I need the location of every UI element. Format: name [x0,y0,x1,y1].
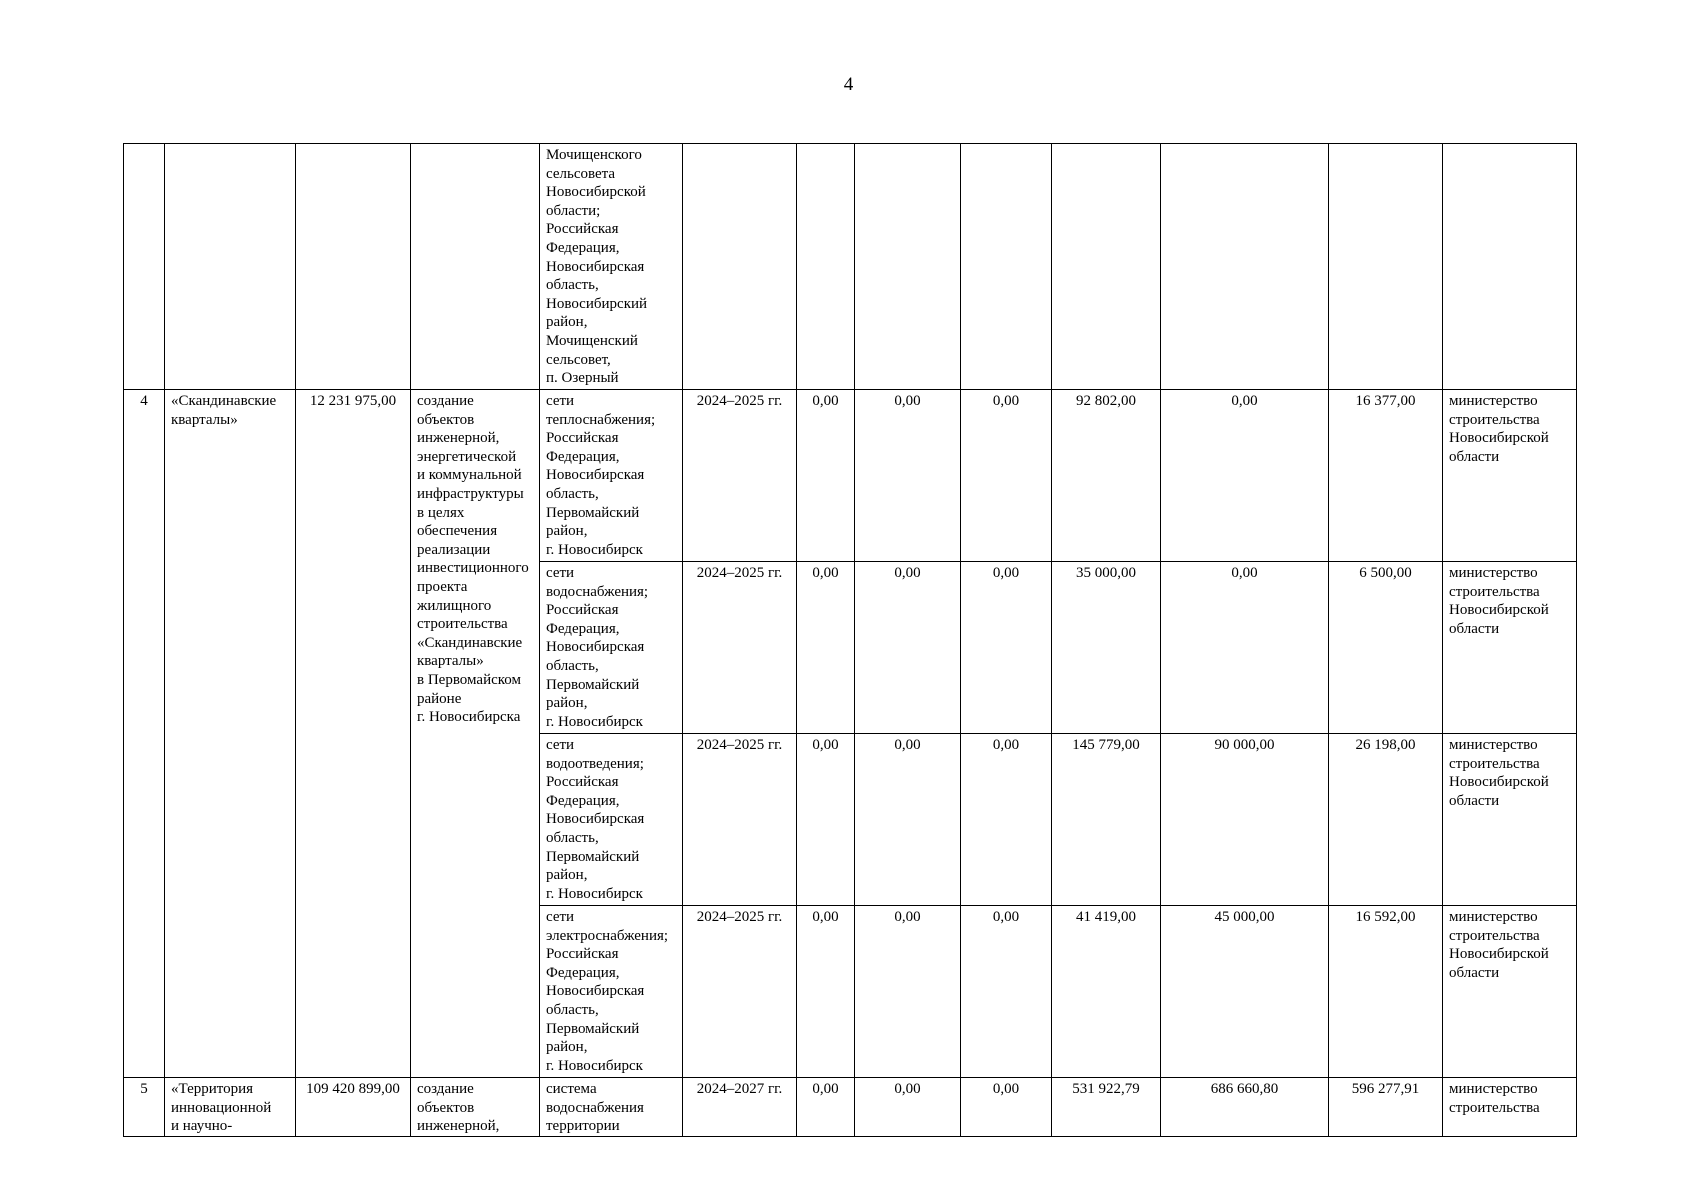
project-name-cell [165,144,296,390]
value-cell: 0,00 [1161,390,1329,562]
period-cell: 2024–2027 гг. [683,1078,797,1137]
value-cell: 0,00 [961,390,1052,562]
period-cell: 2024–2025 гг. [683,906,797,1078]
value-cell: 41 419,00 [1052,906,1161,1078]
value-cell: 0,00 [961,734,1052,906]
value-cell: 6 500,00 [1329,562,1443,734]
value-cell: 0,00 [855,390,961,562]
purpose-cell: создание объектов инженерной, [411,1078,540,1137]
object-cell: сети водоснабжения; Российская Федерация, Новосибирская область, Первомайский район, г. Новосибирск [540,562,683,734]
value-cell: 0,00 [797,390,855,562]
value-cell: 531 922,79 [1052,1078,1161,1137]
value-cell [1052,144,1161,390]
purpose-cell [411,144,540,390]
investment-projects-table [123,143,1577,1137]
responsible-cell: министерство строительства Новосибирской области [1443,906,1577,1078]
row-number-cell: 5 [124,1078,165,1137]
value-cell: 92 802,00 [1052,390,1161,562]
value-cell: 35 000,00 [1052,562,1161,734]
table-row [124,144,1577,390]
responsible-cell: министерство строительства Новосибирской области [1443,390,1577,562]
responsible-cell [1443,144,1577,390]
value-cell [1161,144,1329,390]
value-cell [855,144,961,390]
value-cell [961,144,1052,390]
value-cell [1329,144,1443,390]
responsible-cell: министерство строительства Новосибирской области [1443,562,1577,734]
row-number-cell: 4 [124,390,165,1078]
value-cell: 0,00 [855,1078,961,1137]
purpose-cell: создание объектов инженерной, энергетической и коммунальной инфраструктуры в целях обеспечения реализации инвестиционного проекта жилищного строительства «Скандинавские кварталы» в Первомайском районе г. Новосибирска [411,390,540,1078]
value-cell: 0,00 [961,906,1052,1078]
project-cost-cell: 109 420 899,00 [296,1078,411,1137]
object-cell: Мочищенского сельсовета Новосибирской области; Российская Федерация, Новосибирская область, Новосибирский район, Мочищенский сельсовет, п. Озерный [540,144,683,390]
value-cell: 0,00 [961,562,1052,734]
value-cell: 0,00 [855,562,961,734]
object-cell: сети водоотведения; Российская Федерация, Новосибирская область, Первомайский район, г. Новосибирск [540,734,683,906]
table-row [124,1078,1577,1137]
period-cell: 2024–2025 гг. [683,734,797,906]
value-cell: 16 377,00 [1329,390,1443,562]
value-cell: 0,00 [797,1078,855,1137]
value-cell: 16 592,00 [1329,906,1443,1078]
responsible-cell: министерство строительства Новосибирской области [1443,734,1577,906]
object-cell: сети теплоснабжения; Российская Федерация, Новосибирская область, Первомайский район, г. Новосибирск [540,390,683,562]
project-name-cell: «Скандинавские кварталы» [165,390,296,1078]
table-row [124,390,1577,562]
project-cost-cell: 12 231 975,00 [296,390,411,1078]
value-cell: 0,00 [855,906,961,1078]
value-cell: 45 000,00 [1161,906,1329,1078]
value-cell: 0,00 [797,906,855,1078]
value-cell: 686 660,80 [1161,1078,1329,1137]
value-cell: 145 779,00 [1052,734,1161,906]
period-cell: 2024–2025 гг. [683,562,797,734]
page-number: 4 [843,74,854,95]
value-cell: 26 198,00 [1329,734,1443,906]
period-cell: 2024–2025 гг. [683,390,797,562]
value-cell: 0,00 [961,1078,1052,1137]
value-cell [797,144,855,390]
value-cell: 0,00 [797,562,855,734]
object-cell: система водоснабжения территории [540,1078,683,1137]
object-cell: сети электроснабжения; Российская Федерация, Новосибирская область, Первомайский район, г. Новосибирск [540,906,683,1078]
value-cell: 0,00 [1161,562,1329,734]
period-cell [683,144,797,390]
value-cell: 0,00 [797,734,855,906]
responsible-cell: министерство строительства [1443,1078,1577,1137]
project-name-cell: «Территория инновационной и научно- [165,1078,296,1137]
project-cost-cell [296,144,411,390]
value-cell: 0,00 [855,734,961,906]
value-cell: 596 277,91 [1329,1078,1443,1137]
row-number-cell [124,144,165,390]
value-cell: 90 000,00 [1161,734,1329,906]
